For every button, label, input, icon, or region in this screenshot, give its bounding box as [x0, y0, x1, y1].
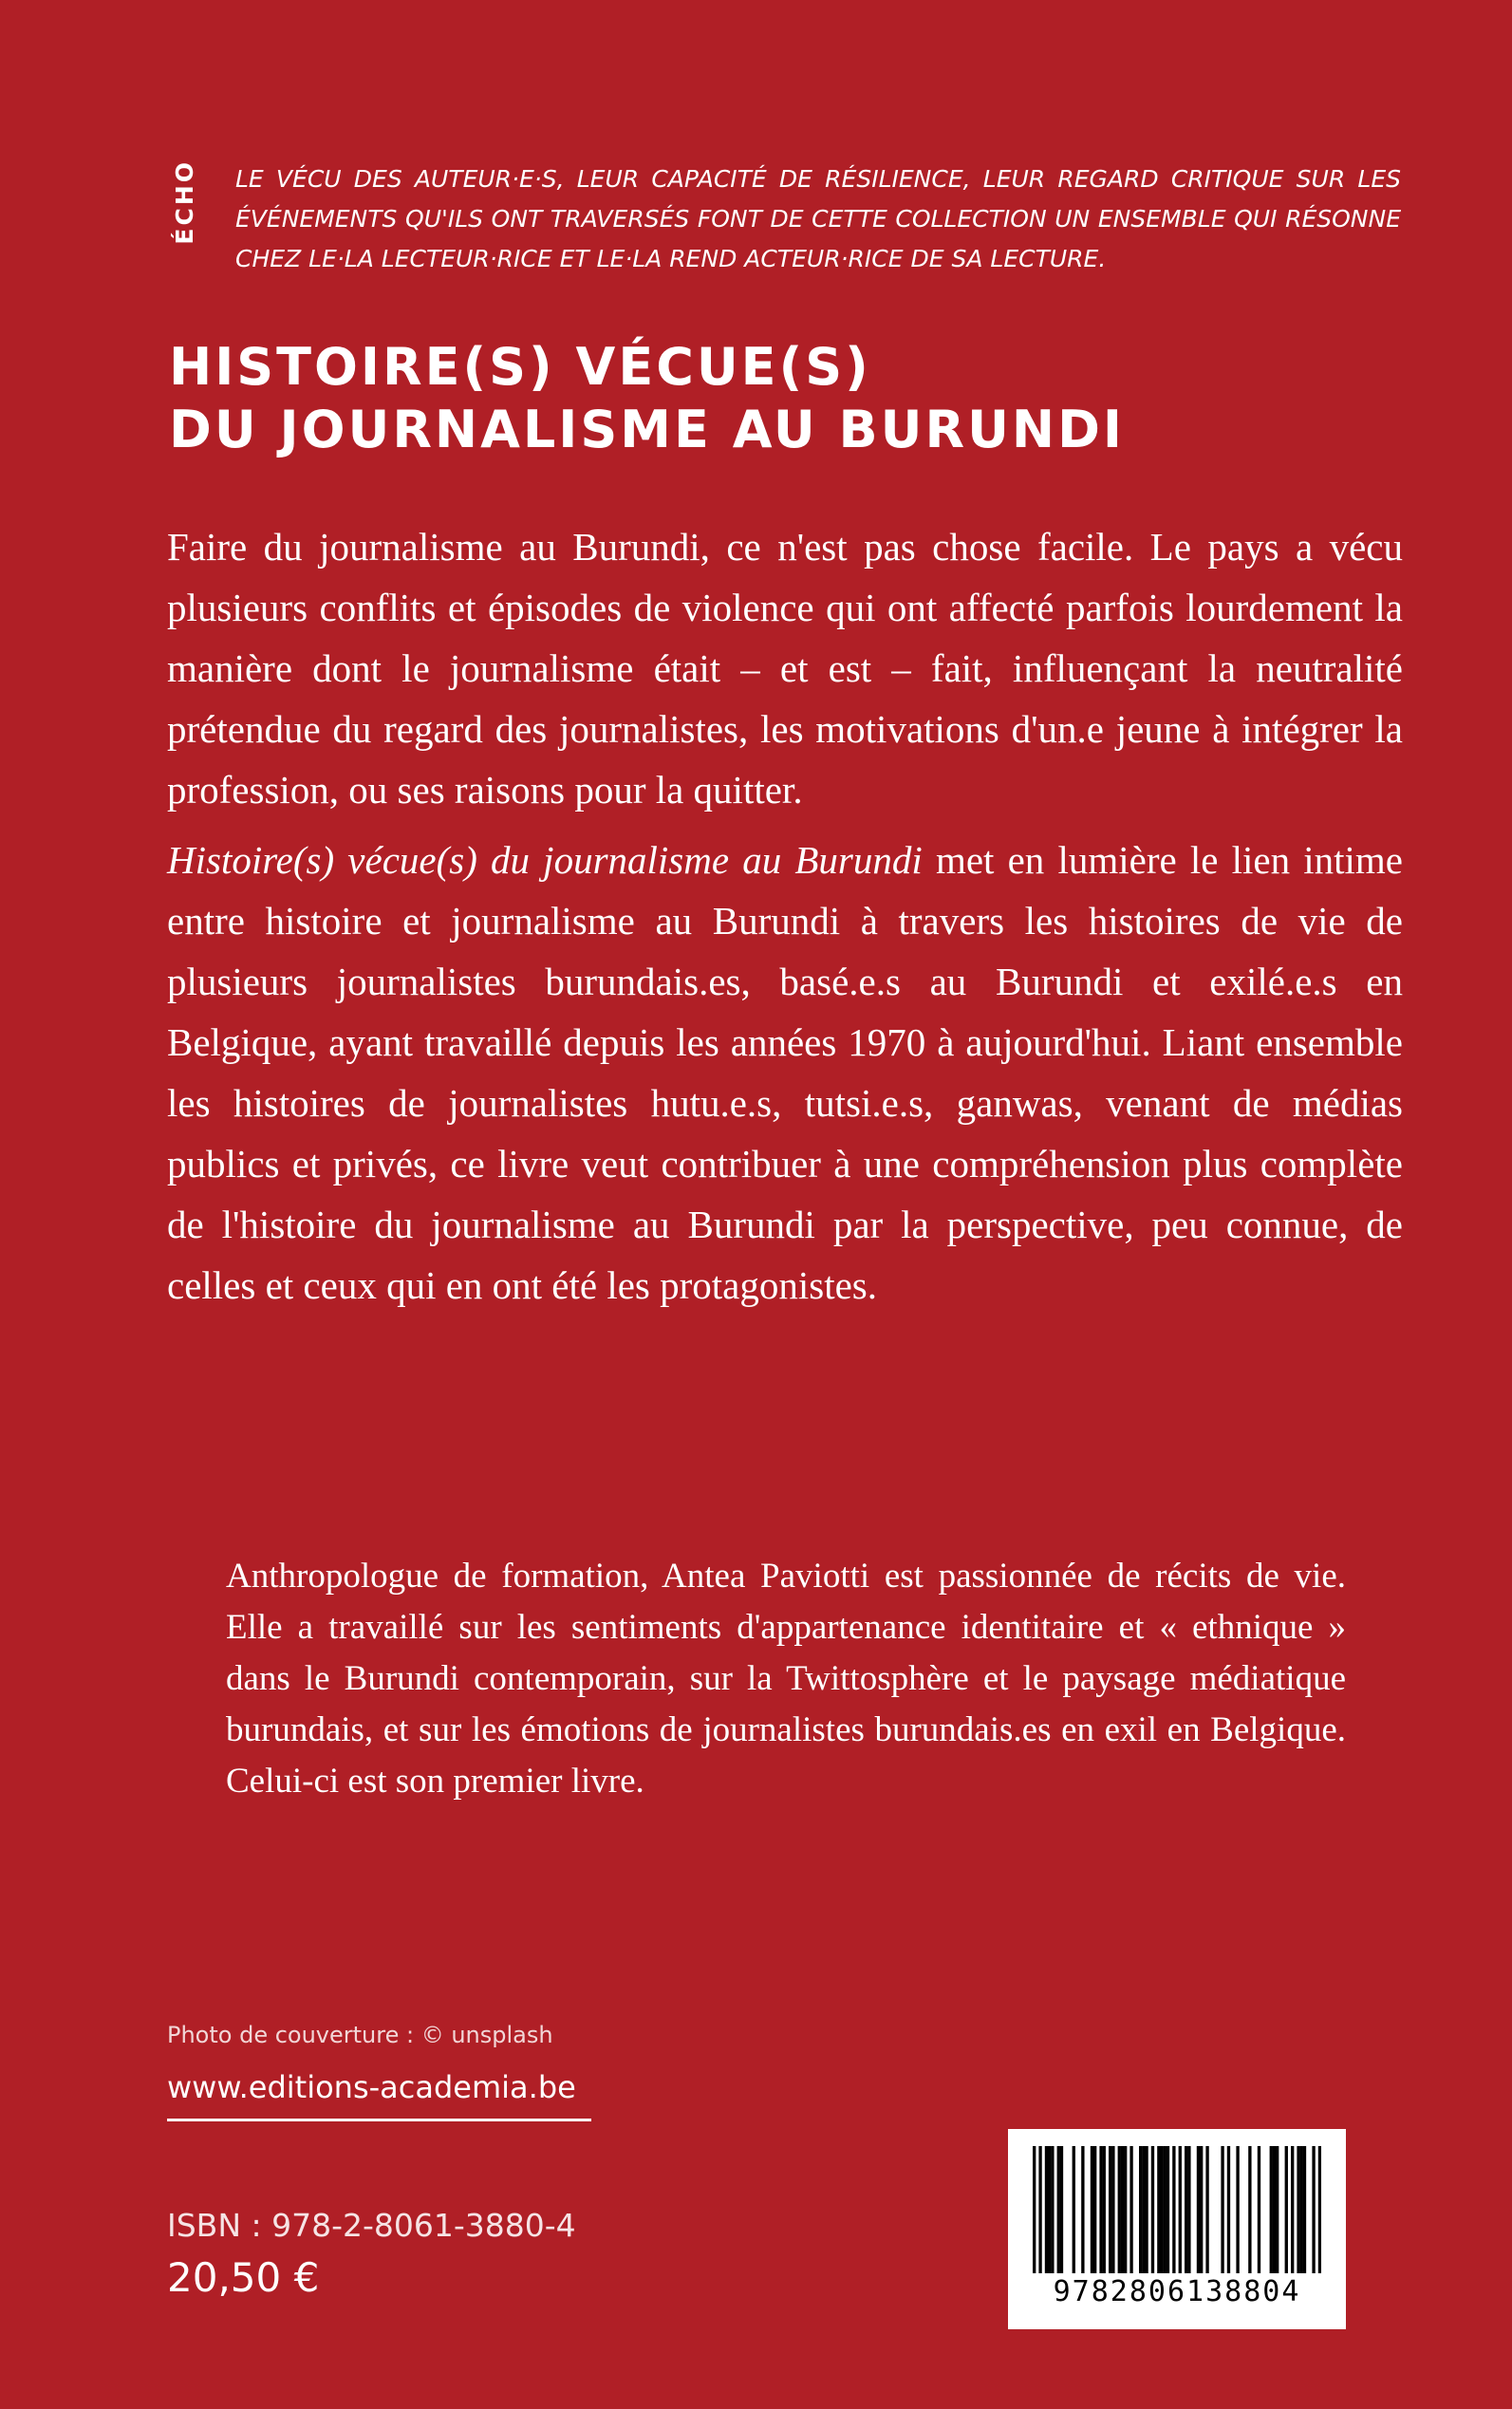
barcode-number: 9782806138804	[1053, 2275, 1301, 2308]
barcode-bar	[1291, 2146, 1294, 2273]
barcode-bar	[1297, 2146, 1299, 2273]
barcode-bars	[1033, 2146, 1321, 2273]
barcode-bar	[1205, 2146, 1208, 2273]
barcode-bar	[1285, 2146, 1288, 2273]
barcode-bar	[1221, 2146, 1223, 2273]
barcode-bar	[1270, 2146, 1273, 2273]
barcode-bar	[1276, 2146, 1279, 2273]
website-underline	[167, 2119, 591, 2121]
synopsis-paragraph-2-text: met en lumière le lien intime entre histoire et journalisme au Burundi à travers les histoires de vie de plusieurs journalistes burundais.es, basé.e.s au Burundi et exilé.e.s en Belgique, ayant travaillé depuis les années 1970 à aujourd'hui. Liant ensemble les histoires de journalistes hutu.e.s, tutsi.e.s, ganwas, venant de médias publics et privés, ce livre veut contribuer à une compréhension plus complète de l'histoire du journalisme au Burundi par la perspective, peu connue, de celles et ceux qui en ont été les protagonistes.	[167, 838, 1404, 1307]
barcode-bar	[1045, 2146, 1048, 2273]
barcode-bar	[1179, 2146, 1182, 2273]
barcode-bar	[1109, 2146, 1111, 2273]
barcode-bar	[1157, 2146, 1160, 2273]
book-title	[169, 336, 1403, 461]
price: 20,50 €	[167, 2254, 320, 2301]
photo-credit: Photo de couverture : © unsplash	[167, 2022, 553, 2048]
barcode-bar	[1167, 2146, 1169, 2273]
author-bio: Anthropologue de formation, Antea Paviotti est passionnée de récits de vie. Elle a travaillé sur les sentiments d'appartenance identitaire et « ethnique » dans le Burundi contemporain, sur la Twittosphère et le paysage médiatique burundais, et sur les émotions de journalistes burundais.es en exil en Belgique. Celui-ci est son premier livre.	[226, 1557, 1346, 1801]
barcode-bar	[1172, 2146, 1175, 2273]
barcode-bar	[1048, 2146, 1051, 2273]
barcode-bar	[1038, 2146, 1041, 2273]
barcode-bar	[1160, 2146, 1163, 2273]
barcode-bar	[1129, 2146, 1132, 2273]
book-title-line-1: HISTOIRE(S) VÉCUE(S)	[169, 337, 871, 397]
barcode-bar	[1227, 2146, 1230, 2273]
publisher-website: www.editions-academia.be	[167, 2069, 576, 2105]
book-title-line-2: DU JOURNALISME AU BURUNDI	[169, 400, 1126, 459]
barcode-bar	[1300, 2146, 1303, 2273]
barcode-bar	[1151, 2146, 1154, 2273]
barcode-bar	[1139, 2146, 1142, 2273]
isbn: ISBN : 978-2-8061-3880-4	[167, 2207, 576, 2244]
barcode-bar	[1236, 2146, 1239, 2273]
barcode-bar	[1073, 2146, 1075, 2273]
synopsis	[167, 516, 1403, 1325]
barcode-bar	[1081, 2146, 1084, 2273]
barcode-bar	[1164, 2146, 1167, 2273]
barcode-bar	[1051, 2146, 1054, 2273]
barcode	[1008, 2129, 1346, 2329]
barcode-bar	[1185, 2146, 1187, 2273]
barcode-bar	[1124, 2146, 1127, 2273]
barcode-bar	[1187, 2146, 1190, 2273]
synopsis-paragraph-2	[167, 830, 1403, 1316]
barcode-bar	[1200, 2146, 1203, 2273]
synopsis-title-reference: Histoire(s) vécue(s) du journalisme au Burundi	[167, 838, 923, 882]
barcode-bar	[1057, 2146, 1060, 2273]
barcode-bar	[1121, 2146, 1124, 2273]
barcode-bar	[1060, 2146, 1063, 2273]
barcode-bar	[1258, 2146, 1260, 2273]
collection-blurb: LE VÉCU DES AUTEUR·E·S, LEUR CAPACITÉ DE RÉSILIENCE, LEUR REGARD CRITIQUE SUR LES ÉVÉNEMENTS QU'ILS ONT TRAVERSÉS FONT DE CETTE COLLECTION UN ENSEMBLE QUI RÉSONNE CHEZ LE·LA LECTEUR·RICE ET LE·LA REND ACTEUR·RICE DE SA LECTURE.	[235, 165, 1401, 272]
barcode-bar	[1091, 2146, 1093, 2273]
barcode-bar	[1312, 2146, 1315, 2273]
barcode-bar	[1248, 2146, 1251, 2273]
barcode-bar	[1093, 2146, 1096, 2273]
collection-label: ÉCHO	[171, 159, 198, 245]
barcode-bar	[1145, 2146, 1148, 2273]
synopsis-paragraph-1: Faire du journalisme au Burundi, ce n'est pas chose facile. Le pays a vécu plusieurs conflits et épisodes de violence qui ont affecté parfois lourdement la manière dont le journalisme était – et est – fait, influençant la neutralité prétendue du regard des journalistes, les motivations d'un.e jeune à intégrer la profession, ou ses raisons pour la quitter.	[167, 525, 1403, 812]
barcode-bar	[1318, 2146, 1321, 2273]
barcode-bar	[1118, 2146, 1121, 2273]
barcode-bar	[1111, 2146, 1114, 2273]
barcode-bar	[1103, 2146, 1106, 2273]
barcode-bar	[1303, 2146, 1306, 2273]
barcode-bar	[1273, 2146, 1276, 2273]
barcode-bar	[1099, 2146, 1102, 2273]
barcode-bar	[1197, 2146, 1200, 2273]
barcode-bar	[1142, 2146, 1145, 2273]
barcode-bar	[1033, 2146, 1036, 2273]
